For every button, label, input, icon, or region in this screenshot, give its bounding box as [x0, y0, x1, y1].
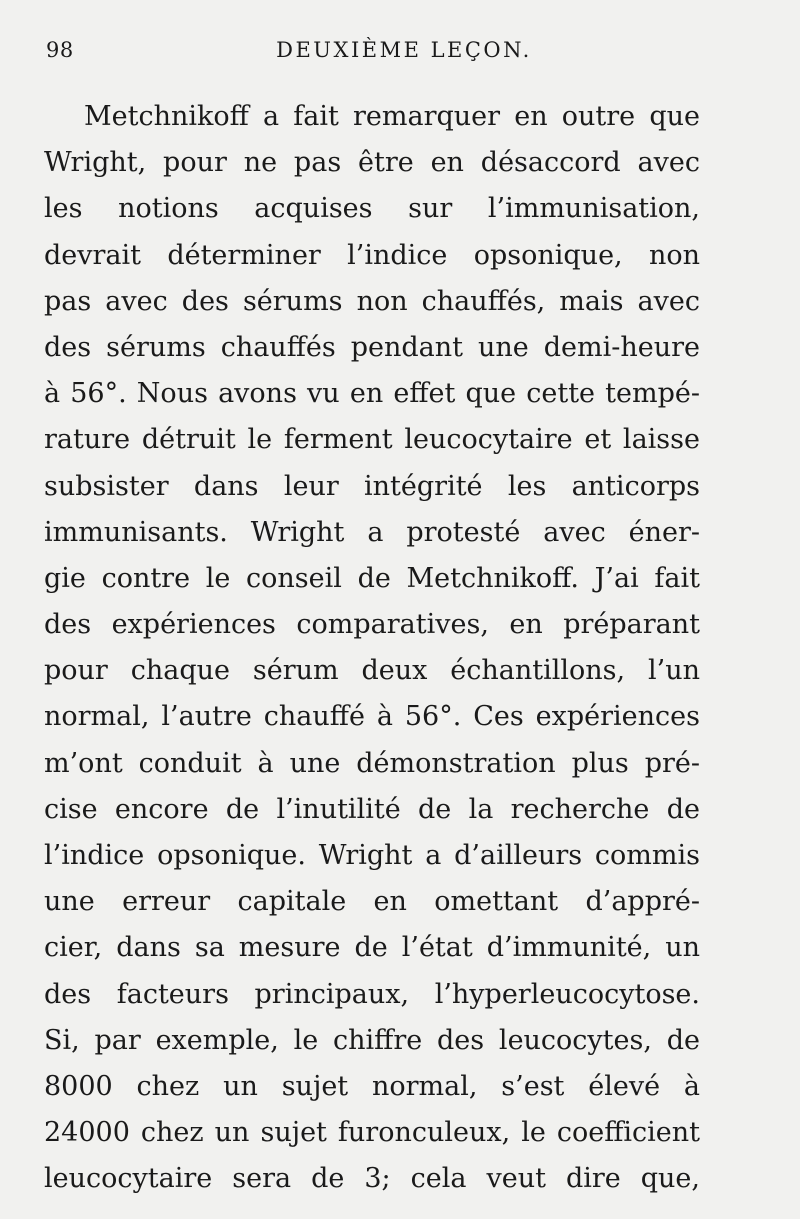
text-line: leucocytaire sera de 3; cela veut dire que,: [44, 1163, 700, 1195]
text-line: à 56°. Nous avons vu en effet que cette tempé-: [44, 378, 700, 410]
text-line: pas avec des sérums non chauffés, mais avec: [44, 285, 700, 317]
text-line: m’ont conduit à une démonstration plus pré-: [44, 747, 700, 779]
text-line: des sérums chauffés pendant une demi-heure: [44, 331, 700, 363]
text-line: Metchnikoff a fait remarquer en outre que: [84, 101, 700, 132]
text-line: cier, dans sa mesure de l’état d’immunité, un: [44, 932, 700, 964]
text-line: subsister dans leur intégrité les anticorps: [44, 470, 700, 502]
text-line: 24000 chez un sujet furonculeux, le coefficient: [44, 1117, 700, 1149]
page-number: 98: [46, 38, 74, 62]
text-line: Si, par exemple, le chiffre des leucocytes, de: [44, 1024, 700, 1056]
running-title: DEUXIÈME LEÇON.: [276, 38, 532, 62]
text-line: devrait déterminer l’indice opsonique, non: [44, 239, 700, 271]
text-line: l’indice opsonique. Wright a d’ailleurs commis: [44, 840, 700, 871]
body-paragraph: [44, 94, 700, 1203]
text-line: les notions acquises sur l’immunisation,: [44, 193, 700, 225]
text-line: des facteurs principaux, l’hyperleucocytose.: [44, 978, 700, 1010]
text-line: cise encore de l’inutilité de la recherche de: [44, 793, 700, 825]
text-line: une erreur capitale en omettant d’appré-: [44, 886, 700, 918]
text-line: des expériences comparatives, en préparant: [44, 609, 700, 641]
text-line: pour chaque sérum deux échantillons, l’un: [44, 655, 700, 687]
text-line: 8000 chez un sujet normal, s’est élevé à: [44, 1070, 700, 1102]
text-line: immunisants. Wright a protesté avec éner-: [44, 516, 700, 548]
text-line: normal, l’autre chauffé à 56°. Ces expériences: [44, 701, 700, 733]
text-line: gie contre le conseil de Metchnikoff. J’ai fait: [44, 562, 700, 594]
page-header: [44, 38, 764, 68]
text-line: Wright, pour ne pas être en désaccord avec: [44, 147, 700, 179]
text-line: rature détruit le ferment leucocytaire et laisse: [44, 424, 700, 456]
